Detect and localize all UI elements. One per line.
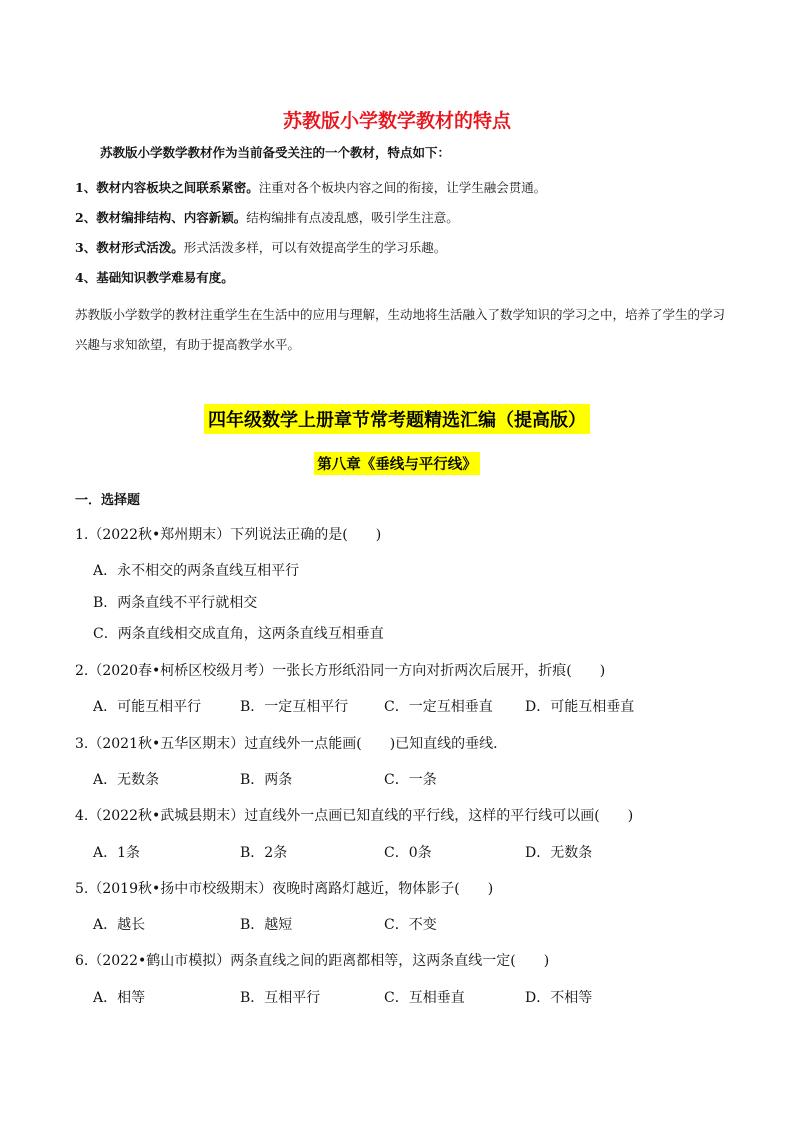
chapter-title-row <box>0 452 794 475</box>
feature-point-heading: 1、教材内容板块之间联系紧密。 <box>75 180 259 195</box>
option-4a: A．1条 <box>93 845 141 861</box>
feature-point-3 <box>75 238 446 256</box>
option-4d: D．无数条 <box>525 845 593 861</box>
question-1: 1.（2022秋•郑州期末）下列说法正确的是( ) <box>75 527 382 543</box>
feature-point-heading: 2、教材编排结构、内容新颖。 <box>75 210 247 225</box>
option-5b: B．越短 <box>240 917 293 933</box>
banner-title-row <box>0 404 794 434</box>
option-3c: C．一条 <box>384 772 437 788</box>
question-2: 2.（2020春•柯桥区校级月考）一张长方形纸沿同一方向对折两次后展开，折痕( ) <box>75 663 606 679</box>
question-5: 5.（2019秋•扬中市校级期末）夜晚时离路灯越近，物体影子( ) <box>75 881 494 897</box>
option-2c: C．一定互相垂直 <box>384 699 493 715</box>
option-6a: A．相等 <box>93 990 146 1006</box>
option-1c: C．两条直线相交成直角，这两条直线互相垂直 <box>93 626 384 642</box>
option-5c: C．不变 <box>384 917 437 933</box>
feature-point-heading: 3、教材形式活泼。 <box>75 240 184 255</box>
chapter-title: 第八章《垂线与平行线》 <box>314 452 480 475</box>
question-3: 3.（2021秋•五华区期末）过直线外一点能画( )已知直线的垂线. <box>75 736 498 752</box>
option-2a: A．可能互相平行 <box>93 699 202 715</box>
option-2b: B．一定互相平行 <box>240 699 349 715</box>
option-6b: B．互相平行 <box>240 990 321 1006</box>
section-heading: 一．选择题 <box>75 493 141 508</box>
option-1a: A．永不相交的两条直线互相平行 <box>93 563 300 579</box>
banner-title: 四年级数学上册章节常考题精选汇编（提高版） <box>204 404 590 434</box>
page-title: 苏教版小学数学教材的特点 <box>282 110 511 132</box>
feature-point-1 <box>75 178 546 196</box>
feature-point-detail: 结构编排有点凌乱感，吸引学生注意。 <box>246 210 459 225</box>
option-5a: A．越长 <box>93 917 146 933</box>
question-4: 4.（2022秋•武城县期末）过直线外一点画已知直线的平行线，这样的平行线可以画( ) <box>75 808 634 824</box>
option-1b: B．两条直线不平行就相交 <box>93 595 258 611</box>
question-6: 6.（2022•鹤山市模拟）两条直线之间的距离都相等，这两条直线一定( ) <box>75 953 550 969</box>
feature-point-4 <box>75 268 234 286</box>
option-4b: B．2条 <box>240 845 288 861</box>
intro-text: 苏教版小学数学教材作为当前备受关注的一个教材，特点如下： <box>100 145 451 160</box>
option-6d: D．不相等 <box>525 990 593 1006</box>
feature-point-detail: 注重对各个板块内容之间的衔接，让学生融会贯通。 <box>258 180 547 195</box>
option-4c: C．0条 <box>384 845 432 861</box>
option-3b: B．两条 <box>240 772 293 788</box>
feature-point-2 <box>75 208 459 226</box>
option-3a: A．无数条 <box>93 772 160 788</box>
feature-point-detail: 形式活泼多样，可以有效提高学生的学习乐趣。 <box>183 240 447 255</box>
feature-point-heading: 4、基础知识教学难易有度。 <box>75 270 234 285</box>
option-6c: C．互相垂直 <box>384 990 465 1006</box>
summary-paragraph: 苏教版小学数学的教材注重学生在生活中的应用与理解，生动地将生活融入了数学知识的学习之中，培养了学生的学习兴趣与求知欲望，有助于提高教学水平。 <box>75 307 726 352</box>
option-2d: D．可能互相垂直 <box>525 699 635 715</box>
